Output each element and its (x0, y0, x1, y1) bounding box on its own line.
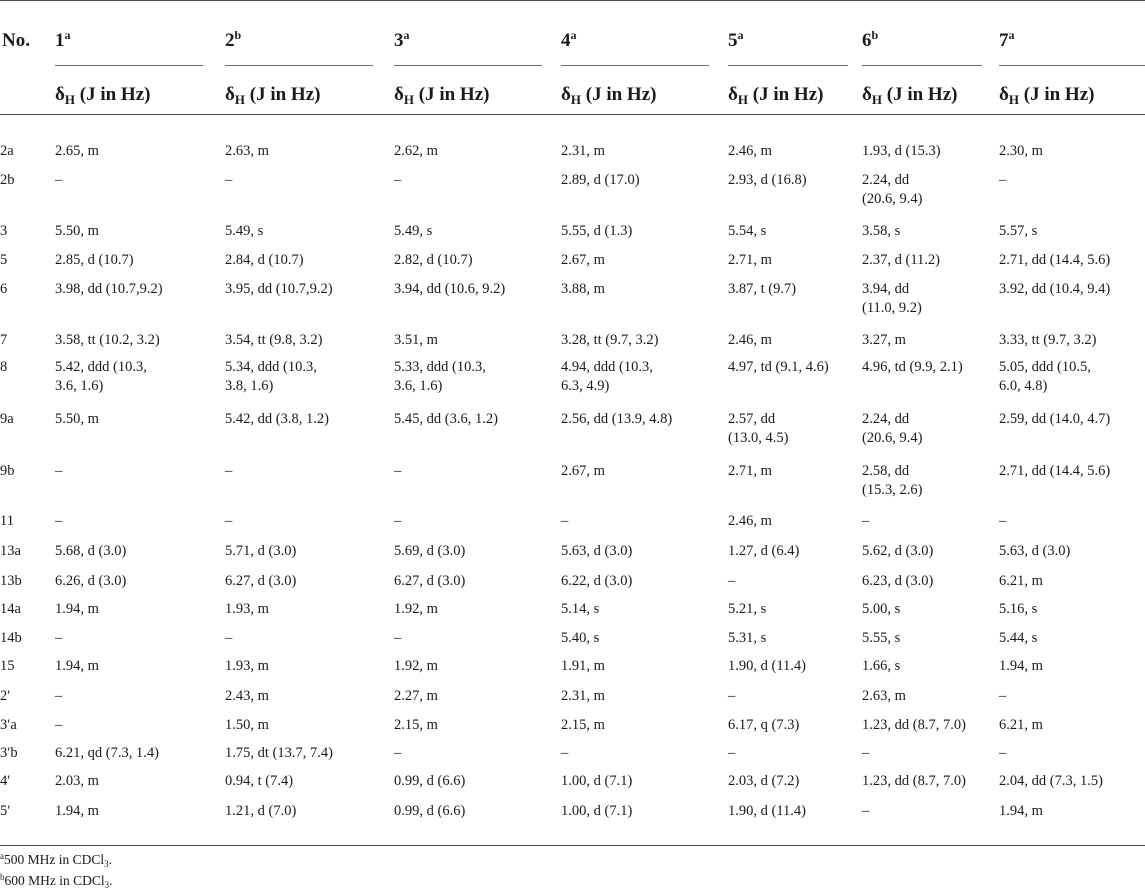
shift-value-cell: 6.26, d (3.0) (55, 573, 127, 589)
shift-value-cell: 2.46, m (728, 332, 772, 348)
compound-header-4 (561, 30, 577, 52)
shift-value-cell: 1.50, m (225, 717, 269, 733)
shift-value-cell: – (999, 688, 1007, 704)
position-label: 2b (0, 172, 15, 188)
shift-value-cell: 5.49, s (225, 223, 264, 239)
delta-symbol: δ (394, 84, 404, 105)
shift-value-cell: 2.67, m (561, 252, 605, 268)
shift-value-cell: 5.42, ddd (10.3, 3.6, 1.6) (55, 359, 147, 394)
shift-value-cell: – (561, 745, 569, 761)
shift-value-cell: 1.75, dt (13.7, 7.4) (225, 745, 333, 761)
position-label: 13a (0, 543, 21, 559)
compound-header-underline (999, 65, 1145, 66)
shift-value-cell: 2.82, d (10.7) (394, 252, 473, 268)
footnote-mark: b (0, 872, 5, 882)
shift-value-cell: – (728, 573, 736, 589)
shift-value-cell: 4.94, ddd (10.3, 6.3, 4.9) (561, 359, 653, 394)
shift-value-cell: 2.46, m (728, 513, 772, 529)
shift-value-cell: – (55, 172, 63, 188)
shift-value-cell: – (225, 463, 233, 479)
compound-header-underline (561, 65, 709, 66)
shift-value-cell: 1.00, d (7.1) (561, 773, 633, 789)
shift-value-cell: – (999, 745, 1007, 761)
shift-value-cell: – (394, 463, 402, 479)
shift-value-cell: – (999, 172, 1007, 188)
shift-value-cell: – (561, 513, 569, 529)
shift-value-cell: 6.22, d (3.0) (561, 573, 633, 589)
delta-subscript: H (403, 92, 414, 107)
compound-header-underline (862, 65, 982, 66)
shift-value-cell: – (225, 630, 233, 646)
shift-value-cell: 3.92, dd (10.4, 9.4) (999, 281, 1111, 297)
shift-value-cell: 5.05, ddd (10.5, 6.0, 4.8) (999, 359, 1091, 394)
position-label: 11 (0, 513, 14, 529)
delta-subscript: H (737, 92, 748, 107)
shift-value-cell: 5.63, d (3.0) (561, 543, 633, 559)
shift-value-cell: 3.27, m (862, 332, 906, 348)
shift-value-cell: 3.95, dd (10.7,9.2) (225, 281, 333, 297)
shift-value-cell: 2.67, m (561, 463, 605, 479)
shift-value-cell: 2.24, dd (20.6, 9.4) (862, 172, 923, 207)
shift-value-cell: 5.34, ddd (10.3, 3.8, 1.6) (225, 359, 317, 394)
shift-value-cell: 2.43, m (225, 688, 269, 704)
shift-value-cell: – (862, 803, 870, 819)
shift-value-cell: 1.23, dd (8.7, 7.0) (862, 717, 966, 733)
shift-value-cell: 1.27, d (6.4) (728, 543, 800, 559)
shift-value-cell: 5.45, dd (3.6, 1.2) (394, 411, 498, 427)
shift-value-cell: 5.54, s (728, 223, 767, 239)
shift-value-cell: 6.21, m (999, 573, 1043, 589)
compound-footnote-mark: a (737, 28, 744, 42)
shift-value-cell: – (55, 688, 63, 704)
delta-h-subheader (999, 84, 1094, 106)
shift-value-cell: 2.59, dd (14.0, 4.7) (999, 411, 1111, 427)
delta-symbol: δ (999, 84, 1009, 105)
shift-value-cell: 3.58, s (862, 223, 901, 239)
shift-value-cell: 5.57, s (999, 223, 1038, 239)
shift-value-cell: – (225, 513, 233, 529)
shift-value-cell: 2.65, m (55, 143, 99, 159)
footnote-mark: a (0, 851, 4, 861)
shift-value-cell: 2.57, dd (13.0, 4.5) (728, 411, 789, 446)
footnote-text: 500 MHz in CDCl (4, 852, 105, 867)
shift-value-cell: 5.69, d (3.0) (394, 543, 466, 559)
shift-value-cell: 2.58, dd (15.3, 2.6) (862, 463, 923, 498)
position-label: 9b (0, 463, 15, 479)
position-label: 7 (0, 332, 8, 348)
shift-value-cell: 1.00, d (7.1) (561, 803, 633, 819)
shift-value-cell: 5.55, s (862, 630, 901, 646)
shift-value-cell: 1.92, m (394, 601, 438, 617)
bottom-rule (0, 845, 1145, 846)
delta-subscript: H (570, 92, 581, 107)
subheader-unit-text: (J in Hz) (414, 84, 490, 105)
delta-subscript: H (64, 92, 75, 107)
shift-value-cell: 6.21, m (999, 717, 1043, 733)
compound-footnote-mark: b (234, 28, 242, 42)
shift-value-cell: 1.93, m (225, 658, 269, 674)
footnote-end: . (109, 873, 113, 888)
shift-value-cell: 2.27, m (394, 688, 438, 704)
shift-value-cell: 1.94, m (55, 658, 99, 674)
compound-number: 3 (394, 30, 404, 51)
compound-number: 1 (55, 30, 65, 51)
shift-value-cell: 6.17, q (7.3) (728, 717, 800, 733)
delta-h-subheader (728, 84, 823, 106)
position-label: 3′a (0, 717, 17, 733)
shift-value-cell: 5.71, d (3.0) (225, 543, 297, 559)
shift-value-cell: 6.27, d (3.0) (394, 573, 466, 589)
shift-value-cell: 5.42, dd (3.8, 1.2) (225, 411, 329, 427)
compound-header-7 (999, 30, 1015, 52)
position-label: 8 (0, 359, 8, 375)
shift-value-cell: 1.94, m (999, 658, 1043, 674)
shift-value-cell: – (394, 172, 402, 188)
shift-value-cell: 2.93, d (16.8) (728, 172, 807, 188)
shift-value-cell: 5.63, d (3.0) (999, 543, 1071, 559)
subheader-unit-text: (J in Hz) (245, 84, 321, 105)
shift-value-cell: 3.94, dd (11.0, 9.2) (862, 281, 922, 316)
shift-value-cell: 2.63, m (862, 688, 906, 704)
delta-subscript: H (871, 92, 882, 107)
position-label: 14b (0, 630, 22, 646)
position-label: 2′ (0, 688, 11, 704)
shift-value-cell: 5.50, m (55, 411, 99, 427)
compound-header-underline (394, 65, 542, 66)
shift-value-cell: – (728, 745, 736, 761)
shift-value-cell: – (999, 513, 1007, 529)
shift-value-cell: 3.87, t (9.7) (728, 281, 797, 297)
position-label: 6 (0, 281, 8, 297)
subheader-unit-text: (J in Hz) (1019, 84, 1095, 105)
shift-value-cell: 0.99, d (6.6) (394, 803, 466, 819)
shift-value-cell: 3.54, tt (9.8, 3.2) (225, 332, 323, 348)
footnote-subscript: 3 (104, 859, 109, 869)
footnote-text: 600 MHz in CDCl (4, 873, 105, 888)
shift-value-cell: 3.33, tt (9.7, 3.2) (999, 332, 1097, 348)
shift-value-cell: 1.92, m (394, 658, 438, 674)
compound-number: 5 (728, 30, 738, 51)
shift-value-cell: 5.40, s (561, 630, 600, 646)
position-label: 5 (0, 252, 8, 268)
shift-value-cell: 1.23, dd (8.7, 7.0) (862, 773, 966, 789)
shift-value-cell: 1.94, m (55, 601, 99, 617)
shift-value-cell: 2.85, d (10.7) (55, 252, 134, 268)
shift-value-cell: 5.50, m (55, 223, 99, 239)
shift-value-cell: – (394, 630, 402, 646)
delta-h-subheader (55, 84, 150, 106)
position-label: 14a (0, 601, 21, 617)
shift-value-cell: – (55, 463, 63, 479)
shift-value-cell: 2.62, m (394, 143, 438, 159)
compound-number: 4 (561, 30, 571, 51)
shift-value-cell: 5.33, ddd (10.3, 3.6, 1.6) (394, 359, 486, 394)
subheader-unit-text: (J in Hz) (748, 84, 824, 105)
shift-value-cell: 3.88, m (561, 281, 605, 297)
delta-symbol: δ (728, 84, 738, 105)
shift-value-cell: 5.44, s (999, 630, 1038, 646)
shift-value-cell: 0.99, d (6.6) (394, 773, 466, 789)
delta-h-subheader (225, 84, 320, 106)
subheader-unit-text: (J in Hz) (581, 84, 657, 105)
shift-value-cell: – (394, 513, 402, 529)
compound-header-underline (225, 65, 373, 66)
shift-value-cell: 2.37, d (11.2) (862, 252, 940, 268)
shift-value-cell: 5.21, s (728, 601, 767, 617)
shift-value-cell: 2.04, dd (7.3, 1.5) (999, 773, 1103, 789)
shift-value-cell: 2.31, m (561, 688, 605, 704)
delta-subscript: H (1008, 92, 1019, 107)
shift-value-cell: – (862, 513, 870, 529)
shift-value-cell: 1.90, d (11.4) (728, 803, 806, 819)
shift-value-cell: 5.55, d (1.3) (561, 223, 633, 239)
shift-value-cell: – (728, 688, 736, 704)
shift-value-cell: 0.94, t (7.4) (225, 773, 294, 789)
footnote-subscript: 3 (104, 880, 110, 890)
shift-value-cell: – (394, 745, 402, 761)
shift-value-cell: 5.62, d (3.0) (862, 543, 934, 559)
delta-symbol: δ (862, 84, 872, 105)
footnote-end: . (108, 852, 113, 867)
shift-value-cell: 5.31, s (728, 630, 767, 646)
position-label: 2a (0, 143, 14, 159)
shift-value-cell: 2.03, m (55, 773, 99, 789)
compound-number: 2 (225, 30, 235, 51)
shift-value-cell: 5.00, s (862, 601, 901, 617)
delta-h-subheader (561, 84, 656, 106)
shift-value-cell: 2.84, d (10.7) (225, 252, 304, 268)
shift-value-cell: 2.71, dd (14.4, 5.6) (999, 463, 1111, 479)
compound-footnote-mark: b (871, 28, 879, 42)
header-rule (0, 114, 1145, 115)
shift-value-cell: 2.56, dd (13.9, 4.8) (561, 411, 673, 427)
compound-header-6 (862, 30, 878, 52)
delta-symbol: δ (561, 84, 571, 105)
position-label: 5′ (0, 803, 11, 819)
shift-value-cell: 3.58, tt (10.2, 3.2) (55, 332, 160, 348)
header-no-label: No. (2, 30, 30, 51)
shift-value-cell: 6.21, qd (7.3, 1.4) (55, 745, 159, 761)
shift-value-cell: 3.28, tt (9.7, 3.2) (561, 332, 659, 348)
compound-header-underline (55, 65, 203, 66)
shift-value-cell: 2.89, d (17.0) (561, 172, 640, 188)
shift-value-cell: 5.14, s (561, 601, 600, 617)
shift-value-cell: 5.68, d (3.0) (55, 543, 127, 559)
position-label: 13b (0, 573, 22, 589)
shift-value-cell: – (55, 717, 63, 733)
shift-value-cell: 2.03, d (7.2) (728, 773, 800, 789)
shift-value-cell: – (55, 513, 63, 529)
top-rule (0, 0, 1145, 1)
position-label: 4′ (0, 773, 11, 789)
shift-value-cell: 1.93, d (15.3) (862, 143, 941, 159)
compound-number: 6 (862, 30, 872, 51)
compound-footnote-mark: a (403, 28, 410, 42)
shift-value-cell: 2.15, m (561, 717, 605, 733)
shift-value-cell: 2.30, m (999, 143, 1043, 159)
delta-h-subheader (394, 84, 489, 106)
shift-value-cell: 1.93, m (225, 601, 269, 617)
shift-value-cell: 2.15, m (394, 717, 438, 733)
delta-h-subheader (862, 84, 957, 106)
compound-header-2 (225, 30, 241, 52)
shift-value-cell: 1.94, m (999, 803, 1043, 819)
shift-value-cell: 1.21, d (7.0) (225, 803, 297, 819)
shift-value-cell: 4.97, td (9.1, 4.6) (728, 359, 829, 375)
shift-value-cell: 6.23, d (3.0) (862, 573, 934, 589)
subheader-unit-text: (J in Hz) (75, 84, 151, 105)
position-label: 3 (0, 223, 8, 239)
shift-value-cell: 1.94, m (55, 803, 99, 819)
shift-value-cell: 2.71, m (728, 252, 772, 268)
shift-value-cell: 2.24, dd (20.6, 9.4) (862, 411, 923, 446)
compound-number: 7 (999, 30, 1009, 51)
shift-value-cell: 2.46, m (728, 143, 772, 159)
footnote-a (0, 852, 112, 868)
shift-value-cell: 2.63, m (225, 143, 269, 159)
position-label: 15 (0, 658, 15, 674)
shift-value-cell: 2.31, m (561, 143, 605, 159)
compound-header-underline (728, 65, 848, 66)
compound-header-5 (728, 30, 744, 52)
shift-value-cell: 3.51, m (394, 332, 438, 348)
shift-value-cell: – (225, 172, 233, 188)
compound-header-3 (394, 30, 410, 52)
footnote-b (0, 873, 113, 889)
shift-value-cell: 4.96, td (9.9, 2.1) (862, 359, 963, 375)
shift-value-cell: 3.98, dd (10.7,9.2) (55, 281, 163, 297)
position-label: 3′b (0, 745, 18, 761)
shift-value-cell: 1.90, d (11.4) (728, 658, 806, 674)
compound-footnote-mark: a (570, 28, 577, 42)
compound-header-1 (55, 30, 71, 52)
delta-symbol: δ (225, 84, 235, 105)
position-label: 9a (0, 411, 14, 427)
delta-subscript: H (234, 92, 245, 107)
shift-value-cell: 5.49, s (394, 223, 433, 239)
shift-value-cell: – (862, 745, 870, 761)
compound-footnote-mark: a (64, 28, 71, 42)
compound-footnote-mark: a (1008, 28, 1015, 42)
shift-value-cell: – (55, 630, 63, 646)
shift-value-cell: 1.66, s (862, 658, 901, 674)
subheader-unit-text: (J in Hz) (882, 84, 958, 105)
delta-symbol: δ (55, 84, 65, 105)
shift-value-cell: 3.94, dd (10.6, 9.2) (394, 281, 506, 297)
shift-value-cell: 5.16, s (999, 601, 1038, 617)
shift-value-cell: 1.91, m (561, 658, 605, 674)
shift-value-cell: 2.71, m (728, 463, 772, 479)
shift-value-cell: 2.71, dd (14.4, 5.6) (999, 252, 1111, 268)
shift-value-cell: 6.27, d (3.0) (225, 573, 297, 589)
